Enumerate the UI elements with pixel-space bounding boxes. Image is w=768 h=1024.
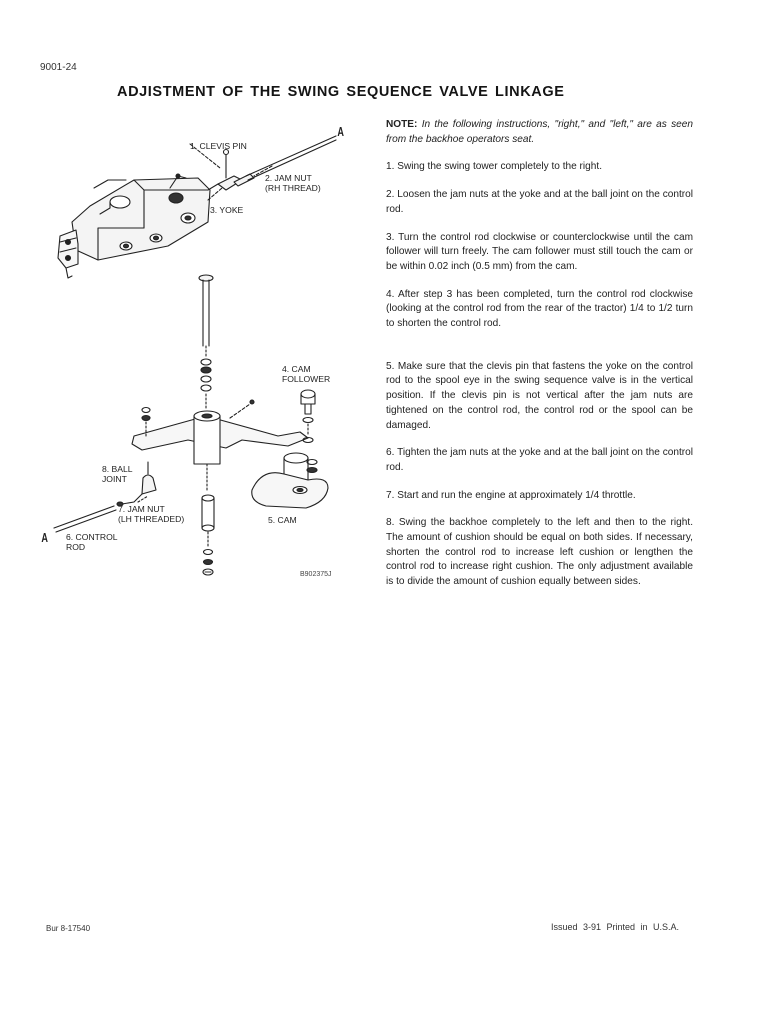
- page-title: ADJISTMENT OF THE SWING SEQUENCE VALVE LINKAGE: [117, 84, 565, 100]
- label-jam-nut-lh: 7. JAM NUT (LH THREADED): [118, 504, 185, 524]
- valve-body: [58, 174, 210, 278]
- note-text: In the following instructions, "right," and "left," are as seen from the backhoe operators seat.: [386, 119, 694, 145]
- label-control-rod: 6. CONTROL ROD: [66, 532, 118, 552]
- note-paragraph: [386, 118, 693, 147]
- step-7: 7. Start and run the engine at approximately 1/4 throttle.: [386, 489, 636, 501]
- label-cam: 5. CAM: [268, 515, 297, 525]
- cam-part: [252, 453, 328, 508]
- figure-number: B902375J: [300, 571, 332, 578]
- label-cam-follower: 4. CAM FOLLOWER: [282, 364, 331, 384]
- reference-letter-a-top: A: [337, 124, 344, 139]
- instruction-column: [386, 118, 693, 603]
- footer-document-number: Bur 8-17540: [46, 924, 91, 933]
- step-1: 1. Swing the swing tower completely to the right.: [386, 161, 603, 173]
- label-jam-nut-rh: 2. JAM NUT (RH THREAD): [265, 173, 321, 193]
- step-6: 6. Tighten the jam nuts at the yoke and at the ball joint on the control rod.: [386, 447, 693, 473]
- step-2: 2. Loosen the jam nuts at the yoke and at the ball joint on the control rod.: [386, 189, 693, 215]
- step-5: 5. Make sure that the clevis pin that fastens the yoke on the control rod to the spool eye in the swing sequence valve is in the vertical position. If the clevis pin is not vertical after the jam nuts are tightened on the control rod, the control rod or the spool can be damaged.: [386, 360, 693, 431]
- label-clevis-pin: 1. CLEVIS PIN: [190, 141, 247, 151]
- footer-issue-info: Issued 3-91 Printed in U.S.A.: [551, 922, 680, 932]
- page-number: 9001-24: [40, 62, 77, 73]
- spacer-tube: [202, 464, 214, 575]
- swing-lever: [132, 400, 308, 464]
- label-ball-joint: 8. BALL JOINT: [102, 464, 133, 484]
- step-4: 4. After step 3 has been completed, turn the control rod clockwise (looking at the control rod from the rear of the tractor) 1/4 to 1/2 turn to shorten the control rod.: [386, 288, 693, 330]
- pivot-bolt-stack: [199, 275, 213, 410]
- linkage-illustration: [38, 118, 356, 588]
- label-yoke: 3. YOKE: [210, 205, 244, 215]
- step-8: 8. Swing the backhoe completely to the left and then to the right. The amount of cushion should be equal on both sides. If necessary, shorten the control rod to increase left cushion or lengthen the control rod to increase right cushion. The only adjustment available is to divide the amount of cushion equally between sides.: [386, 517, 693, 588]
- reference-letter-a-bottom: A: [41, 530, 48, 545]
- step-3: 3. Turn the control rod clockwise or counterclockwise until the cam follower will turn freely. The cam follower must still touch the cam or be within 0.02 inch (0.5 mm) from the cam.: [386, 231, 693, 272]
- note-label: NOTE:: [386, 119, 418, 130]
